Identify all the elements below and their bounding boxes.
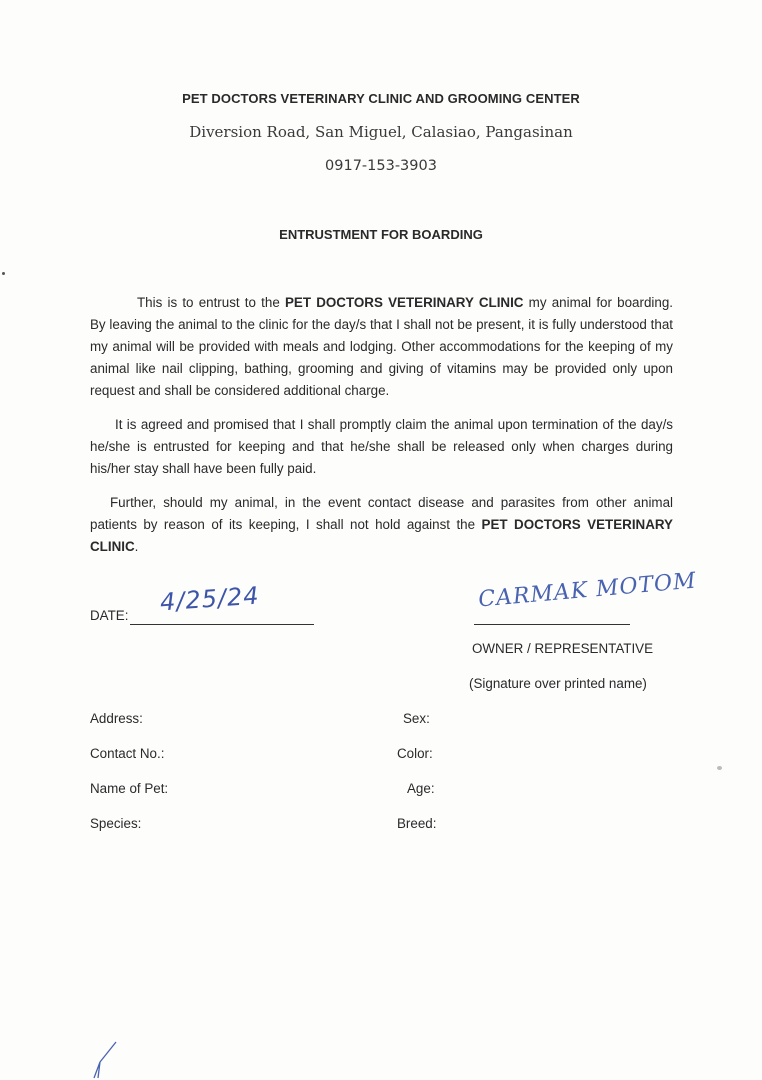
paragraph-text: . [134,539,139,554]
field-pet-name: Name of Pet: [90,781,169,796]
field-age: Age: [407,781,435,796]
clinic-phone: 0917-153-3903 [325,158,437,174]
field-contact: Contact No.: [90,746,165,761]
paragraph-text: This is to entrust to the [137,295,285,310]
field-color: Color: [397,746,433,761]
date-handwritten: 4/25/24 [159,581,261,617]
document-title: ENTRUSTMENT FOR BOARDING [279,227,483,242]
scan-dot [2,272,5,275]
date-label: DATE: [90,608,129,623]
paragraph-text: my animal for boarding. By leaving the animal to the clinic for the day/s that I shall not be present, it is fully understood that my animal will be provided with meals and lodging. Other accommodations for the keeping of my animal like nail clipping, bathing, grooming and giving of vitamins may be provided only upon request and shall be considered additional charge. [90,295,673,398]
signature-handwritten: CARMAK MOTOM [477,568,698,613]
scan-dot [717,766,722,770]
paragraph-liability [90,492,673,558]
paragraph-agreement: It is agreed and promised that I shall promptly claim the animal upon termination of the day/s he/she is entrusted for keeping and that he/she shall be released only when charges during his/her stay shall have been fully paid. [90,417,673,476]
paragraph-text: Further, should my animal, in the event contact disease and parasites from other animal patients by reason of its keeping, I shall not hold against the [90,495,673,532]
field-sex: Sex: [403,711,430,726]
pen-mark-icon [90,1040,130,1080]
paragraph-entrust [90,292,673,402]
clinic-name-bold: PET DOCTORS VETERINARY CLINIC [90,517,673,554]
field-breed: Breed: [397,816,437,831]
signature-line [474,624,630,625]
date-line [130,624,314,625]
field-species: Species: [90,816,142,831]
clinic-name: PET DOCTORS VETERINARY CLINIC AND GROOMING CENTER [182,91,580,106]
signature-caption: (Signature over printed name) [469,676,647,691]
field-address: Address: [90,711,143,726]
owner-label: OWNER / REPRESENTATIVE [472,641,654,656]
clinic-address: Diversion Road, San Miguel, Calasiao, Pangasinan [189,123,573,141]
clinic-name-bold: PET DOCTORS VETERINARY CLINIC [284,295,524,310]
